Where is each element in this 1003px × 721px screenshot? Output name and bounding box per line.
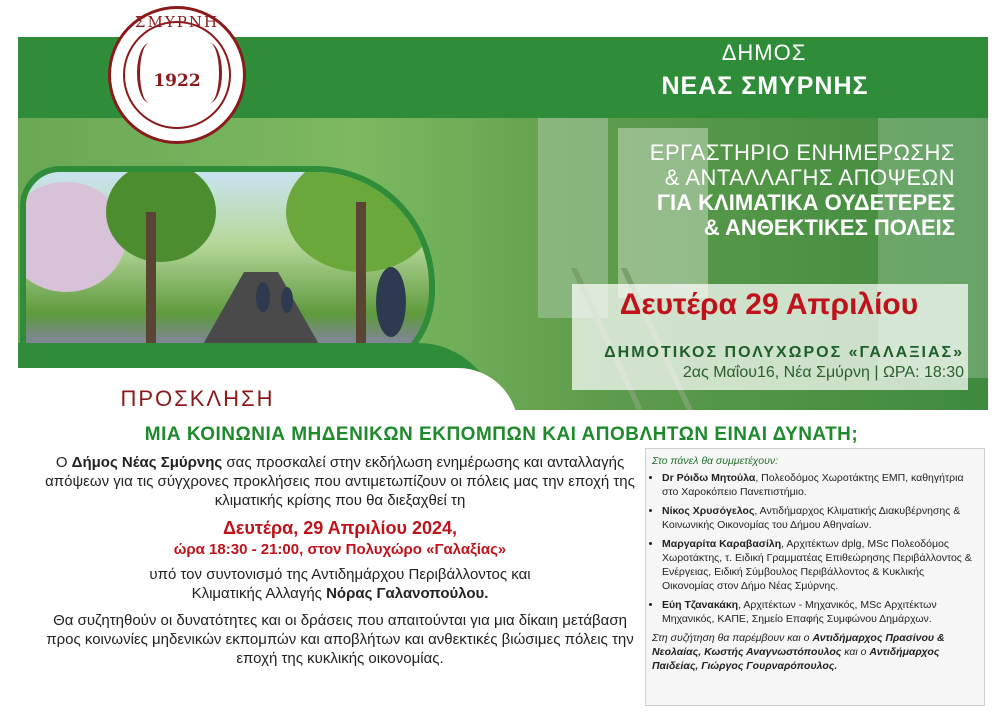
panel-heading: Στο πάνελ θα συμμετέχουν: [652, 455, 779, 467]
coordination-line2: Κλιματικής Αλλαγής Νόρας Γαλανοπούλου. [191, 585, 489, 602]
invitation-body [40, 453, 640, 668]
municipality-line1: ΔΗΜΟΣ [721, 40, 807, 65]
panel-note: Στη συζήτηση θα παρέμβουν και ο Αντιδήμαρχος Πρασίνου & Νεολαίας, Κωστής Αναγνωστόπουλος και ο Αντιδήμαρχος Παιδείας, Γιώργος Γουρναρόπουλος. [652, 632, 945, 672]
closing-paragraph: Θα συζητηθούν οι δυνατότητες και οι δράσεις που απαιτούνται για μια δίκαιη μετάβαση προς κοινωνίες μηδενικών εκπομπών και αποβλήτων και ανθεκτικές βιώσιμες πόλεις την εποχή της κυκλικής οικονομίας. [46, 612, 634, 667]
panel-member: • Εύη Τζανακάκη, Αρχιτέκτων - Μηχανικός, MSc Αρχιτέκτων Μηχανικός, ΚΑΠΕ, Σημείο Επαφής Συμφώνου Δημάρχων. [662, 598, 978, 626]
panel-member: • Dr Ρόιδω Μητούλα, Πολεοδόμος Χωροτάκτης ΕΜΠ, καθηγήτρια στο Χαροκόπειο Πανεπιστήμιο. [662, 471, 978, 499]
event-date: Δευτέρα 29 Απριλίου [619, 288, 919, 321]
intro-paragraph: Ο Δήμος Νέας Σμύρνης σας προσκαλεί στην εκδήλωση ενημέρωσης και ανταλλαγής απόψεων για τις σύγχρονες προκλήσεις που αντιμετωπίζουν οι πόλεις μας την εποχή της κλιματικής κρίσης που θα διεξαχθεί τη [45, 454, 635, 509]
municipality-seal-logo: ΣΜΥΡΝΗ 1922 [108, 6, 246, 144]
headline: ΜΙΑ ΚΟΙΝΩΝΙΑ ΜΗΔΕΝΙΚΩΝ ΕΚΠΟΜΠΩΝ ΚΑΙ ΑΠΟΒΛΗΤΩΝ ΕΙΝΑΙ ΔΥΝΑΤΗ; [144, 424, 859, 445]
coordination-line1: υπό τον συντονισμό της Αντιδημάρχου Περιβάλλοντος και [149, 566, 531, 583]
panel-member: • Νίκος Χρυσόγελος, Αντιδήμαρχος Κλιματικής Διακυβέρνησης & Κοινωνικής Οικονομίας του Δήμου Αθηναίων. [662, 504, 978, 532]
event-time: ώρα 18:30 - 21:00, στον Πολυχώρο «Γαλαξίας» [173, 541, 507, 558]
event-venue: ΔΗΜΟΤΙΚΟΣ ΠΟΛΥΧΩΡΟΣ «ΓΑΛΑΞΙΑΣ» [604, 344, 964, 361]
panel-member: • Μαργαρίτα Καραβασίλη, Αρχιτέκτων dplg, MSc Πολεοδόμος Χωροτάκτης, τ. Ειδική Γραμματέας Επιθεώρησης Περιβάλλοντος & Ενέργειας, Ειδική Σύμβουλος Περιβάλλοντος & Κυκλικής Οικονομίας στον Δήμο Νέας Σμύρνης. [662, 537, 978, 593]
banner-title-bottom: ΓΙΑ ΚΛΙΜΑΤΙΚΑ ΟΥΔΕΤΕΡΕΣ & ΑΝΘΕΚΤΙΚΕΣ ΠΟΛΕΙΣ [656, 190, 955, 240]
municipality-line2: ΝΕΑΣ ΣΜΥΡΝΗΣ [661, 72, 869, 100]
event-address: 2ας Μαΐου16, Νέα Σμύρνη | ΩΡΑ: 18:30 [682, 364, 964, 381]
invitation-label: ΠΡΟΣΚΛΗΣΗ [95, 384, 300, 414]
panel-box [645, 448, 985, 706]
event-full-date: Δευτέρα, 29 Απριλίου 2024, [222, 518, 458, 538]
banner-title-top: ΕΡΓΑΣΤΗΡΙΟ ΕΝΗΜΕΡΩΣΗΣ & ΑΝΤΑΛΛΑΓΗΣ ΑΠΟΨΕΩΝ [649, 140, 955, 190]
panel-members [652, 471, 978, 626]
